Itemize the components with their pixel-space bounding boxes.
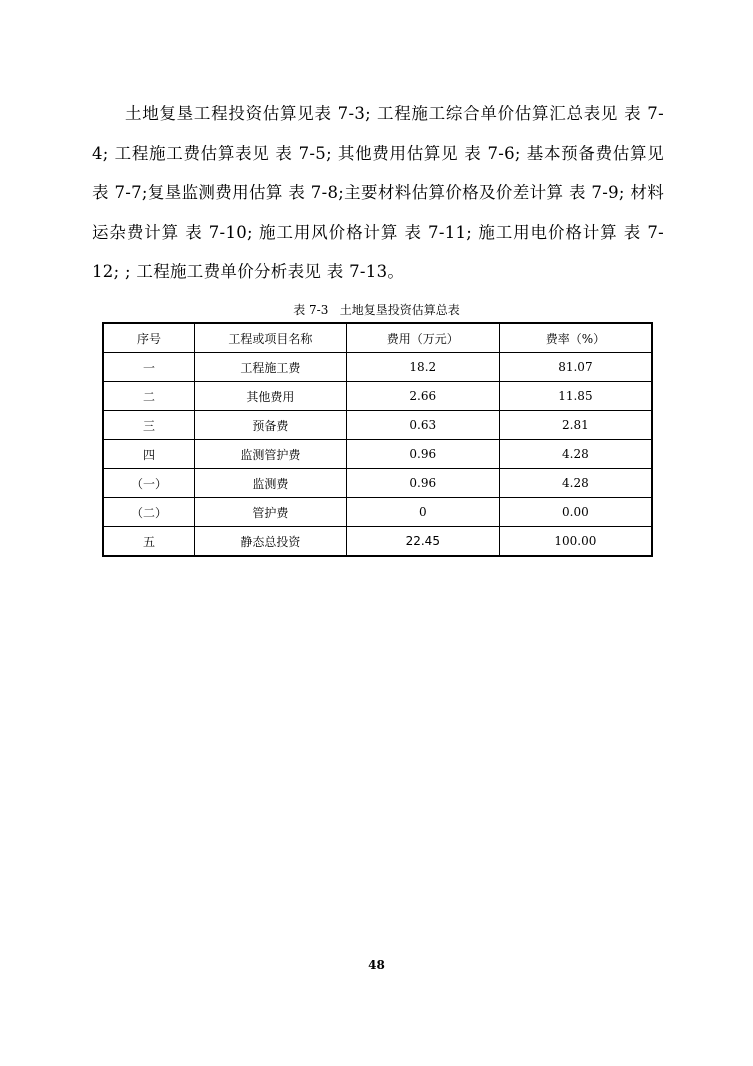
cell-cost: 0 xyxy=(346,498,499,527)
cell-item-name: 监测费 xyxy=(195,469,347,498)
cell-rate: 0.00 xyxy=(499,498,652,527)
header-index: 序号 xyxy=(103,323,195,353)
cell-cost: 0.96 xyxy=(346,440,499,469)
cell-index: （一） xyxy=(103,469,195,498)
cell-item-name: 静态总投资 xyxy=(195,527,347,557)
header-item-name: 工程或项目名称 xyxy=(195,323,347,353)
table-row xyxy=(103,382,652,411)
table-row xyxy=(103,498,652,527)
cell-index: 五 xyxy=(103,527,195,557)
cell-index: 二 xyxy=(103,382,195,411)
header-cost: 费用（万元） xyxy=(346,323,499,353)
cell-rate: 11.85 xyxy=(499,382,652,411)
cell-item-name: 预备费 xyxy=(195,411,347,440)
header-rate: 费率（%） xyxy=(499,323,652,353)
cell-rate: 4.28 xyxy=(499,440,652,469)
table-caption: 表 7-3 土地复垦投资估算总表 xyxy=(293,303,460,317)
table-row xyxy=(103,469,652,498)
table-row xyxy=(103,411,652,440)
cell-cost: 2.66 xyxy=(346,382,499,411)
cell-rate: 2.81 xyxy=(499,411,652,440)
cell-cost-total: 22.45 xyxy=(346,527,499,557)
intro-paragraph: 土地复垦工程投资估算见表 7-3; 工程施工综合单价估算汇总表见 表 7-4; 工程施工费估算表见 表 7-5; 其他费用估算见 表 7-6; 基本预备费估算见表 7-7;复垦监测费用估算 表 7-8;主要材料估算价格及价差计算 表 7-9; 材料运杂费计算 表 7-10; 施工用风价格计算 表 7-11; 施工用电价格计算 表 7-12; ; 工程施工费单价分析表见 表 7-13。 xyxy=(92,104,664,281)
cell-cost: 18.2 xyxy=(346,353,499,382)
cell-cost: 0.63 xyxy=(346,411,499,440)
cell-item-name: 其他费用 xyxy=(195,382,347,411)
page-number: 48 xyxy=(368,958,385,972)
table-row-total xyxy=(103,527,652,557)
cell-cost: 0.96 xyxy=(346,469,499,498)
cell-rate: 81.07 xyxy=(499,353,652,382)
cell-index: 四 xyxy=(103,440,195,469)
cell-index: （二） xyxy=(103,498,195,527)
table-header-row xyxy=(103,323,652,353)
investment-summary-table xyxy=(102,322,653,557)
cell-index: 一 xyxy=(103,353,195,382)
cell-item-name: 管护费 xyxy=(195,498,347,527)
cell-rate: 4.28 xyxy=(499,469,652,498)
cell-item-name: 监测管护费 xyxy=(195,440,347,469)
cell-item-name: 工程施工费 xyxy=(195,353,347,382)
table-row xyxy=(103,440,652,469)
cell-index: 三 xyxy=(103,411,195,440)
table-row xyxy=(103,353,652,382)
cell-rate: 100.00 xyxy=(499,527,652,557)
